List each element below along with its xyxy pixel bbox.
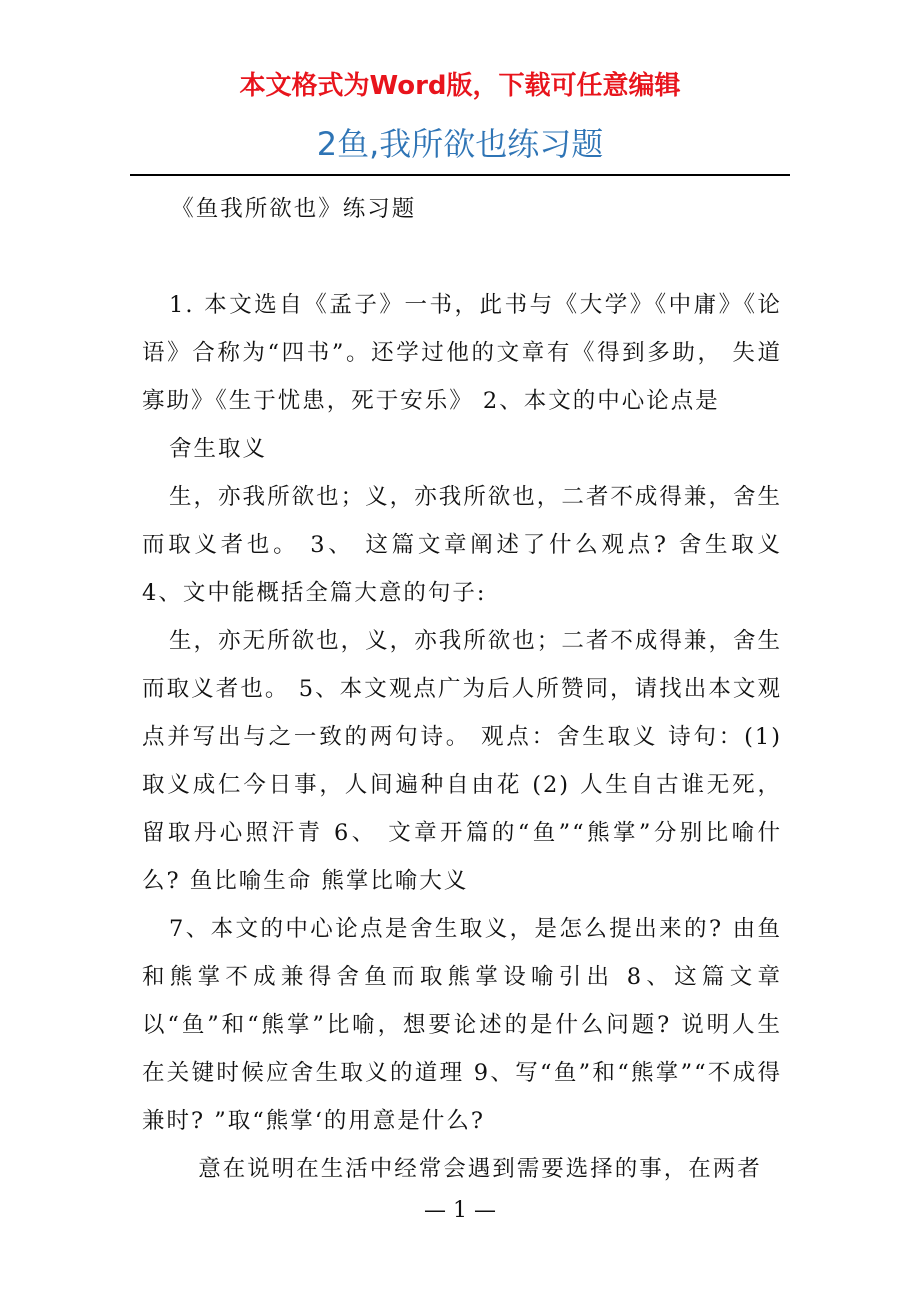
- page-number: — 1 —: [424, 1198, 496, 1223]
- paragraph-questions-7-9: 7、本文的中心论点是舍生取义，是怎么提出来的? 由鱼和熊掌不成兼得舍鱼而取熊掌设喻引出 8、这篇文章以“鱼”和“熊掌”比喻，想要论述的是什么问题? 说明人生在关键时候应舍生取义的道理 9、写“鱼”和“熊掌”“不成得兼时? ”取“熊掌‘的用意是什么?: [142, 916, 782, 1134]
- paragraph-answer-2: 舍生取义: [169, 436, 268, 462]
- document-body: [142, 185, 782, 1193]
- exercise-heading: 《鱼我所欲也》练习题: [171, 196, 417, 222]
- paragraph-questions-3-4: 生，亦我所欲也；义，亦我所欲也，二者不成得兼，舍生而取义者也。 3、 这篇文章阐述了什么观点? 舍生取义 4、文中能概括全篇大意的句子:: [142, 484, 782, 606]
- page-title: 2鱼,我所欲也练习题: [316, 125, 604, 163]
- title-divider: [130, 174, 790, 176]
- paragraph-questions-5-6: 生，亦无所欲也，义，亦我所欲也；二者不成得兼，舍生而取义者也。 5、本文观点广为后人所赞同，请找出本文观点并写出与之一致的两句诗。 观点：舍生取义 诗句：(1) 取义成仁今日事，人间遍种自由花 (2) 人生自古谁无死，留取丹心照汗青 6、 文章开篇的“鱼”“熊掌”分别比喻什么? 鱼比喻生命 熊掌比喻大义: [142, 628, 782, 894]
- paragraph-questions-1-2: 1. 本文选自《孟子》一书，此书与《大学》《中庸》《论语》合称为“四书”。还学过他的文章有《得到多助， 失道寡助》《生于忧患，死于安乐》 2、本文的中心论点是: [142, 292, 782, 414]
- document-banner: 本文格式为Word版，下载可任意编辑: [239, 71, 681, 101]
- paragraph-answer-9: 意在说明在生活中经常会遇到需要选择的事，在两者: [198, 1156, 762, 1182]
